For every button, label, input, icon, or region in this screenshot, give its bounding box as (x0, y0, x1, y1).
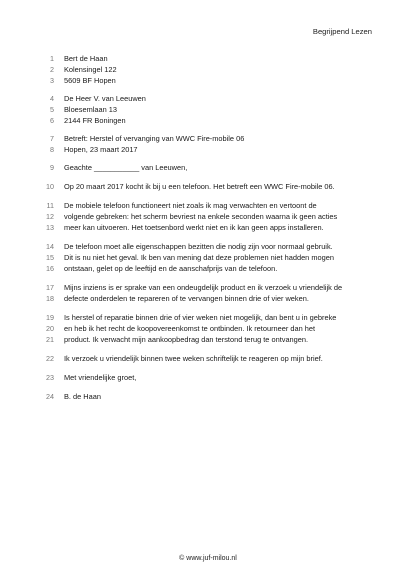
line-text: De Heer V. van Leeuwen (64, 94, 146, 103)
footer-copyright: © www.juf-milou.nl (179, 555, 237, 562)
line-text: ontstaan, gelet op de leeftijd en de aanschafprijs van de telefoon. (64, 264, 278, 273)
line-text: B. de Haan (64, 392, 101, 401)
line-text: Op 20 maart 2017 kocht ik bij u een telefoon. Het betreft een WWC Fire-mobile 06. (64, 182, 335, 191)
line-text: Kolensingel 122 (64, 65, 117, 74)
line-text: volgende gebreken: het scherm bevriest na enkele seconden waarna ik geen acties (64, 212, 338, 221)
line-number: 15 (46, 253, 54, 262)
line-number: 18 (46, 294, 54, 303)
line-number: 13 (46, 223, 54, 232)
line-number: 6 (50, 116, 54, 125)
line-number: 21 (46, 335, 54, 344)
line-number: 8 (50, 145, 54, 154)
line-number: 4 (50, 94, 54, 103)
line-text: product. Ik verwacht mijn aankoopbedrag dan terstond terug te ontvangen. (64, 335, 309, 344)
line-number: 22 (46, 354, 54, 363)
line-text: De telefoon moet alle eigenschappen bezitten die nodig zijn voor normaal gebruik. (64, 242, 333, 251)
line-text: Dit is nu niet het geval. Ik ben van mening dat deze problemen niet hadden mogen (64, 253, 334, 262)
line-text: 5609 BF Hopen (64, 76, 116, 85)
line-number: 17 (46, 283, 54, 292)
line-number: 1 (50, 54, 54, 63)
line-number: 7 (50, 134, 54, 143)
line-number: 2 (50, 65, 54, 74)
line-number: 16 (46, 264, 54, 273)
line-number: 12 (46, 212, 54, 221)
line-text: Mijns inziens is er sprake van een ondeugdelijk product en ik verzoek u vriendelijk de (64, 283, 343, 292)
line-text: Bert de Haan (64, 54, 108, 63)
line-number: 11 (46, 201, 54, 210)
line-text: 2144 FR Boningen (64, 116, 126, 125)
line-number: 19 (46, 313, 54, 322)
line-text: defecte onderdelen te repareren of te vervangen binnen drie of vier weken. (64, 294, 309, 303)
line-number: 5 (50, 105, 54, 114)
line-text: Bloesemlaan 13 (64, 105, 118, 114)
line-number: 10 (46, 182, 54, 191)
line-text: Geachte ___________ van Leeuwen, (64, 163, 188, 172)
line-text: Is herstel of reparatie binnen drie of vier weken niet mogelijk, dan bent u in gebreke (64, 313, 337, 322)
line-text: Hopen, 23 maart 2017 (64, 145, 138, 154)
header-label: Begrijpend Lezen (312, 27, 372, 36)
line-text: De mobiele telefoon functioneert niet zoals ik mag verwachten en vertoont de (64, 201, 317, 210)
line-number: 23 (46, 373, 54, 382)
line-number: 3 (50, 76, 54, 85)
line-text: Ik verzoek u vriendelijk binnen twee weken schriftelijk te reageren op mijn brief. (64, 354, 323, 363)
line-text: meer kan uitvoeren. Het toetsenbord werkt niet en ik kan geen apps installeren. (64, 223, 324, 232)
line-number: 20 (46, 324, 54, 333)
line-number: 24 (46, 392, 54, 401)
line-text: Betreft: Herstel of vervanging van WWC Fire-mobile 06 (64, 134, 245, 143)
line-number: 14 (46, 242, 54, 251)
line-number: 9 (50, 163, 54, 172)
line-text: en heb ik het recht de koopovereenkomst te ontbinden. Ik retourneer dan het (64, 324, 316, 333)
line-text: Met vriendelijke groet, (64, 373, 137, 382)
